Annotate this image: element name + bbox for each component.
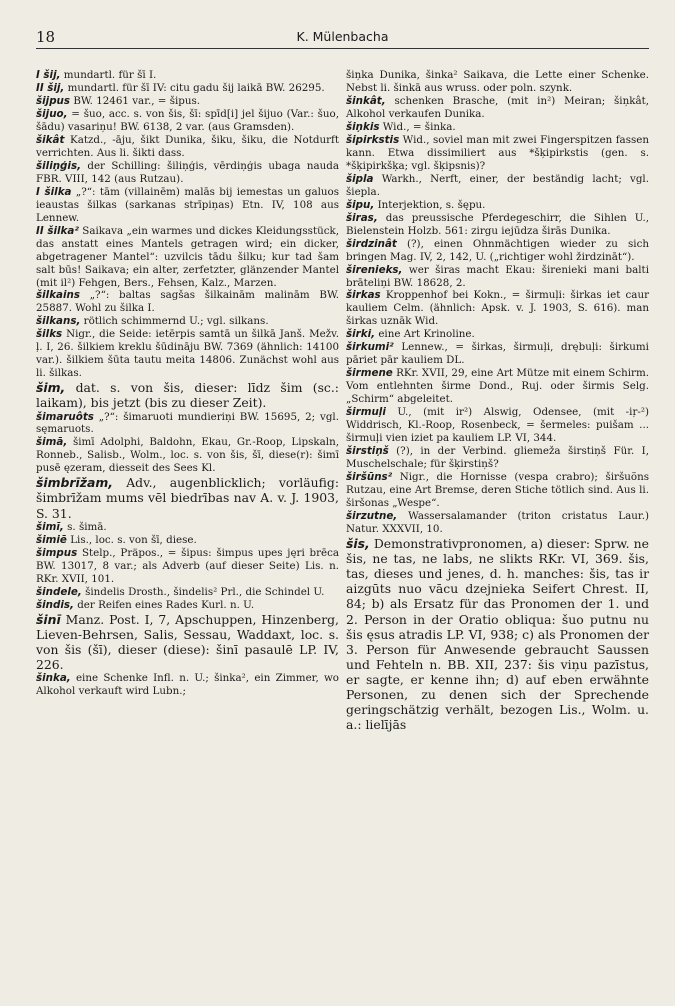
entry-headword: šiņkis: [346, 120, 380, 133]
entry-text: Manz. Post. I, 7, Apschuppen, Hinzenberg, Lieven-Behrsen, Salis, Sessau, Waddaxt, loc. s. von šis (šī), dieser (diese): šinī pasaulē LP. IV, 226.: [36, 611, 339, 672]
dictionary-entry: [36, 612, 339, 673]
dictionary-entry: [346, 367, 649, 406]
entry-text: der Schilling: šiliņģis, vērdiņģis ubaga nauda FBR. VIII, 142 (aus Rutzau).: [36, 159, 339, 185]
entry-headword: širkumi²: [346, 341, 394, 354]
entry-text: wer širas macht Ekau: širenieki mani balti brāteliņi BW. 18628, 2.: [346, 263, 649, 289]
entry-headword: šipu,: [346, 198, 375, 211]
entry-headword: I šij,: [36, 69, 61, 81]
entry-text: s. šimā.: [67, 520, 107, 533]
entry-headword: šiliņģis,: [36, 159, 81, 172]
dictionary-entry: [36, 315, 339, 328]
dictionary-entry: [36, 328, 339, 380]
entry-headword: širenieks,: [346, 263, 403, 276]
dictionary-entry: [36, 411, 339, 437]
entry-headword: širmuļi: [346, 406, 386, 419]
dictionary-entry: [36, 108, 339, 134]
entry-text: Stelp., Präpos., = šipus: šimpus upes jęri brēca BW. 13017, 8 var.; als Adverb (auf dieser Seite) Lis. n. RKr. XVII, 101.: [36, 546, 339, 585]
entry-text: (?), einen Ohnmächtigen wieder zu sich bringen Mag. IV, 2, 142, U. („richtiger wohl žirdzināt“).: [346, 237, 649, 263]
page-number: 18: [36, 28, 56, 46]
dictionary-entry: [36, 380, 339, 410]
dictionary-entry: [346, 212, 649, 238]
dictionary-entry: [346, 95, 649, 121]
entry-headword: šilks: [36, 328, 63, 341]
entry-text: Kroppenhof bei Kokn., = širmuļi: širkas iet caur kauliem Celm. (ähnlich: Apsk. v. J. 1903, S. 616). man širkas uznāk Wid.: [346, 289, 649, 328]
entry-text: mundartl. für šī IV: citu gadu šij laikā BW. 26295.: [67, 81, 325, 94]
entry-headword: šimā,: [36, 436, 68, 449]
entry-headword: širšūns²: [346, 471, 393, 484]
entry-headword: šilkains: [36, 289, 80, 302]
entry-text: schenken Brasche, (mit in²) Meiran; šiņkât, Alkohol verkaufen Dunika.: [346, 94, 649, 120]
entry-text: U., (mit ir²) Alswig, Odensee, (mit -iŗ-²) Widdrisch, Kl.-Roop, Rosenbeck, = šermeles: puišam ... širmuļi vien iziet pa kauliem LP. VI, 344.: [346, 406, 649, 445]
entry-text: eine Schenke Infl. n. U.; šinka², ein Zimmer, wo Alkohol verkauft wird Lubn.;: [36, 672, 339, 697]
entry-text: RKr. XVII, 29, eine Art Mütze mit einem Schirm. Vom entlehnten širme Dond., Ruj. oder širmis Selg. „Schirm“ abgeleitet.: [346, 367, 649, 406]
dictionary-entry: [36, 160, 339, 186]
dictionary-entry: [36, 186, 339, 225]
entry-text: das preussische Pferdegeschirr, die Sihlen U., Bielenstein Holzb. 561: zirgu iejūdza širās Dunika.: [346, 211, 649, 237]
entry-headword: šijpus: [36, 94, 71, 107]
dictionary-entry: [346, 69, 649, 95]
left-column: [36, 69, 339, 733]
entry-headword: šis,: [346, 535, 370, 551]
entry-headword: šimī,: [36, 520, 64, 533]
entry-headword: II šilka²: [36, 224, 79, 237]
entry-headword: širas,: [346, 211, 378, 224]
entry-text: Wid., = šinka.: [382, 120, 456, 133]
entry-headword: šimiē: [36, 533, 67, 546]
entry-text: Nigr., die Seide: ietērpis samtā un šilkā Janš. Mežv. ļ. I, 26. šilkiem kreklu šūdināju BW. 7369 (ähnlich: 14100 var.). šilkiem šūta tautu meita 14806. Zunächst wohl aus li. šilkas.: [36, 328, 339, 380]
entry-text: šindelis Drosth., šindelis² Prl., die Schindel U.: [85, 585, 325, 598]
entry-headword: širdzinât: [346, 237, 397, 250]
entry-headword: šimbrīžam,: [36, 475, 113, 491]
dictionary-entry: [346, 199, 649, 212]
page-header: [36, 22, 649, 49]
entry-headword: šipla: [346, 172, 374, 185]
entry-headword: šikât: [36, 133, 65, 146]
entry-headword: širstiņš: [346, 445, 389, 458]
dictionary-entry: [36, 534, 339, 547]
entry-headword: šipirkstis: [346, 133, 400, 146]
entry-text: Katzd., -āju, šikt Dunika, šiku, šiku, die Notdurft verrichten. Aus li. šikti dass.: [36, 133, 339, 159]
entry-headword: šimaruôts: [36, 410, 94, 423]
entry-headword: šijuo,: [36, 107, 68, 120]
running-title: K. Mülenbacha: [296, 29, 389, 44]
entry-text: (?), in der Verbind. gliemeža širstiņš Für. I, Muschelschale; für šķirstiņš?: [346, 445, 649, 471]
dictionary-entry: [346, 510, 649, 536]
entry-headword: šindis,: [36, 598, 74, 611]
entry-text: Wid., soviel man mit zwei Fingerspitzen fassen kann. Etwa dissimiliert aus *šķipirkstis (gen. s. *šķipirkšķa; vgl. šķipsnis)?: [346, 133, 649, 172]
dictionary-entry: [36, 547, 339, 586]
dictionary-entry: [36, 521, 339, 534]
entry-headword: širmene: [346, 367, 393, 380]
entry-headword: širki,: [346, 328, 376, 341]
dictionary-entry: [36, 225, 339, 290]
dictionary-entry: [346, 173, 649, 199]
entry-text: Wassersalamander (triton cristatus Laur.) Natur. XXXVII, 10.: [346, 509, 649, 535]
dictionary-entry: [346, 264, 649, 290]
entry-headword: širzutne,: [346, 509, 398, 522]
entry-headword: šimpus: [36, 546, 78, 559]
entry-text: Saikava „ein warmes und dickes Kleidungsstück, das anstatt eines Mantels getragen wird; ein dicker, abgetragener Mantel“: uzvilcis tādu šilku; kur tad šam salt būs! Saikava; ein alter, zerfetzter, glänzender Mantel (mit il²) Fehgen, Bers., Fehsen, Kalz., Marzen.: [36, 224, 339, 289]
dictionary-entry: [36, 599, 339, 612]
dictionary-entry: [36, 289, 339, 315]
dictionary-entry: [346, 536, 649, 733]
dictionary-entry: [346, 121, 649, 134]
dictionary-entry: [346, 238, 649, 264]
entry-text: dat. s. von šis, dieser: līdz šim (sc.: laikam), bis jetzt (bis zu dieser Zeit).: [36, 380, 339, 411]
entry-text: Interjektion, s. šępu.: [377, 198, 486, 211]
dictionary-entry: [346, 134, 649, 173]
entry-text: Adv., augenblicklich; vorläufig: šimbrīžam mums vēl biedrības nav A. v. J. 1903, S. 31.: [36, 475, 339, 521]
entry-headword: šinī: [36, 611, 61, 627]
entry-text: Nigr., die Hornisse (vespa crabro); širšuõns Rutzau, eine Art Bremse, deren Stiche tötlich sind. Aus li. širšonas „Wespe“.: [346, 471, 649, 509]
dictionary-entry: [346, 328, 649, 341]
entry-headword: šilkans,: [36, 315, 81, 328]
dictionary-entry: [346, 471, 649, 510]
entry-text: Warkh., Nerft, einer, der beständig lacht; vgl. šiepla.: [346, 172, 649, 198]
dictionary-entry: [36, 134, 339, 160]
dictionary-entry: [36, 475, 339, 520]
dictionary-entry: [36, 672, 339, 698]
dictionary-entry: [36, 436, 339, 475]
dictionary-entry: [346, 445, 649, 471]
dictionary-entry: [346, 289, 649, 328]
entry-text: „?“: tām (villainēm) malās bij iemestas un galuos ieaustas šilkas (sarkanas strīpiņas) Etn. IV, 108 aus Lennew.: [36, 185, 340, 224]
dictionary-entry: [36, 586, 339, 599]
dictionary-entry: [346, 406, 649, 445]
entry-text: = šuo, acc. s. von šis, šī: spīd[i] jel šijuo (Var.: šuo, šādu) vasariņu! BW. 6138, 2 var. (aus Gramsden).: [36, 107, 339, 133]
entry-text: šimī Adolphi, Baldohn, Ekau, Gr.-Roop, Lipskaln, Ronneb., Salisb., Wolm., loc. s. von šis, šī, diese(r): šimī pusē ęzeram, diesseit des Sees Kl.: [36, 436, 339, 475]
entry-headword: šinkât,: [346, 94, 386, 107]
entry-text: „?“: šimaruoti mundieriņi BW. 15695, 2; vgl. sęmaruots.: [36, 410, 339, 436]
entry-headword: II šij,: [36, 81, 65, 94]
entry-headword: šinka,: [36, 672, 71, 684]
entry-headword: I šilka: [36, 185, 72, 198]
entry-text: der Reifen eines Rades Kurl. n. U.: [77, 598, 255, 611]
entry-headword: šim,: [36, 380, 66, 396]
entry-text: Lis., loc. s. von šī, diese.: [70, 533, 197, 546]
entry-text: rötlich schimmernd U.; vgl. silkans.: [83, 315, 269, 328]
dictionary-entry: [36, 69, 339, 82]
right-column: [346, 69, 649, 733]
dictionary-entry: [36, 82, 339, 95]
text-columns: [36, 69, 649, 733]
entry-text: Demonstrativpronomen, a) dieser: Sprw. ne šis, ne tas, ne labs, ne slikts RKr. VI, 369. šis, tas, dieses und jenes, d. h. manches: šis, tas ir aizgūts nuo vācu dzejnieka Seifert Chrest. II, 84; b) als Ersatz für das Pronomen der 1. und 2. Person in der Oratio obliqua: šuo putnu nu šis ęsus atradis LP. VI, 938; c) als Pronomen der 3. Person für Anwesende gebraucht Saussen und Fehteln n. BB. XII, 237: šis viņu pazīstus, er sagte, er kenne ihn; d) auf eben erwähnte Personen, zu denen sich der Sprechende geringschätzig verhält, bezogen Lis., Wolm. u. a.: lielījās: [346, 535, 649, 733]
entry-headword: šindele,: [36, 585, 82, 598]
entry-text: „?“: baltas sagšas šilkainām malinām BW. 25887. Wohl zu šilka I.: [36, 289, 339, 315]
dictionary-entry: [346, 341, 649, 367]
entry-text: šiņka Dunika, šinka² Saikava, die Lette einer Schenke. Nebst li. šinkā aus wruss. oder poln. szynk.: [346, 69, 649, 94]
entry-text: mundartl. für šī I.: [63, 69, 157, 81]
entry-text: Lennew., = širkas, širmuļi, drębuļi: širkumi pāriet pār kauliem DL.: [346, 341, 649, 367]
dictionary-entry: [36, 95, 339, 108]
entry-headword: širkas: [346, 289, 381, 302]
entry-text: eine Art Krinoline.: [378, 328, 475, 341]
entry-text: BW. 12461 var., = šipus.: [73, 94, 201, 107]
